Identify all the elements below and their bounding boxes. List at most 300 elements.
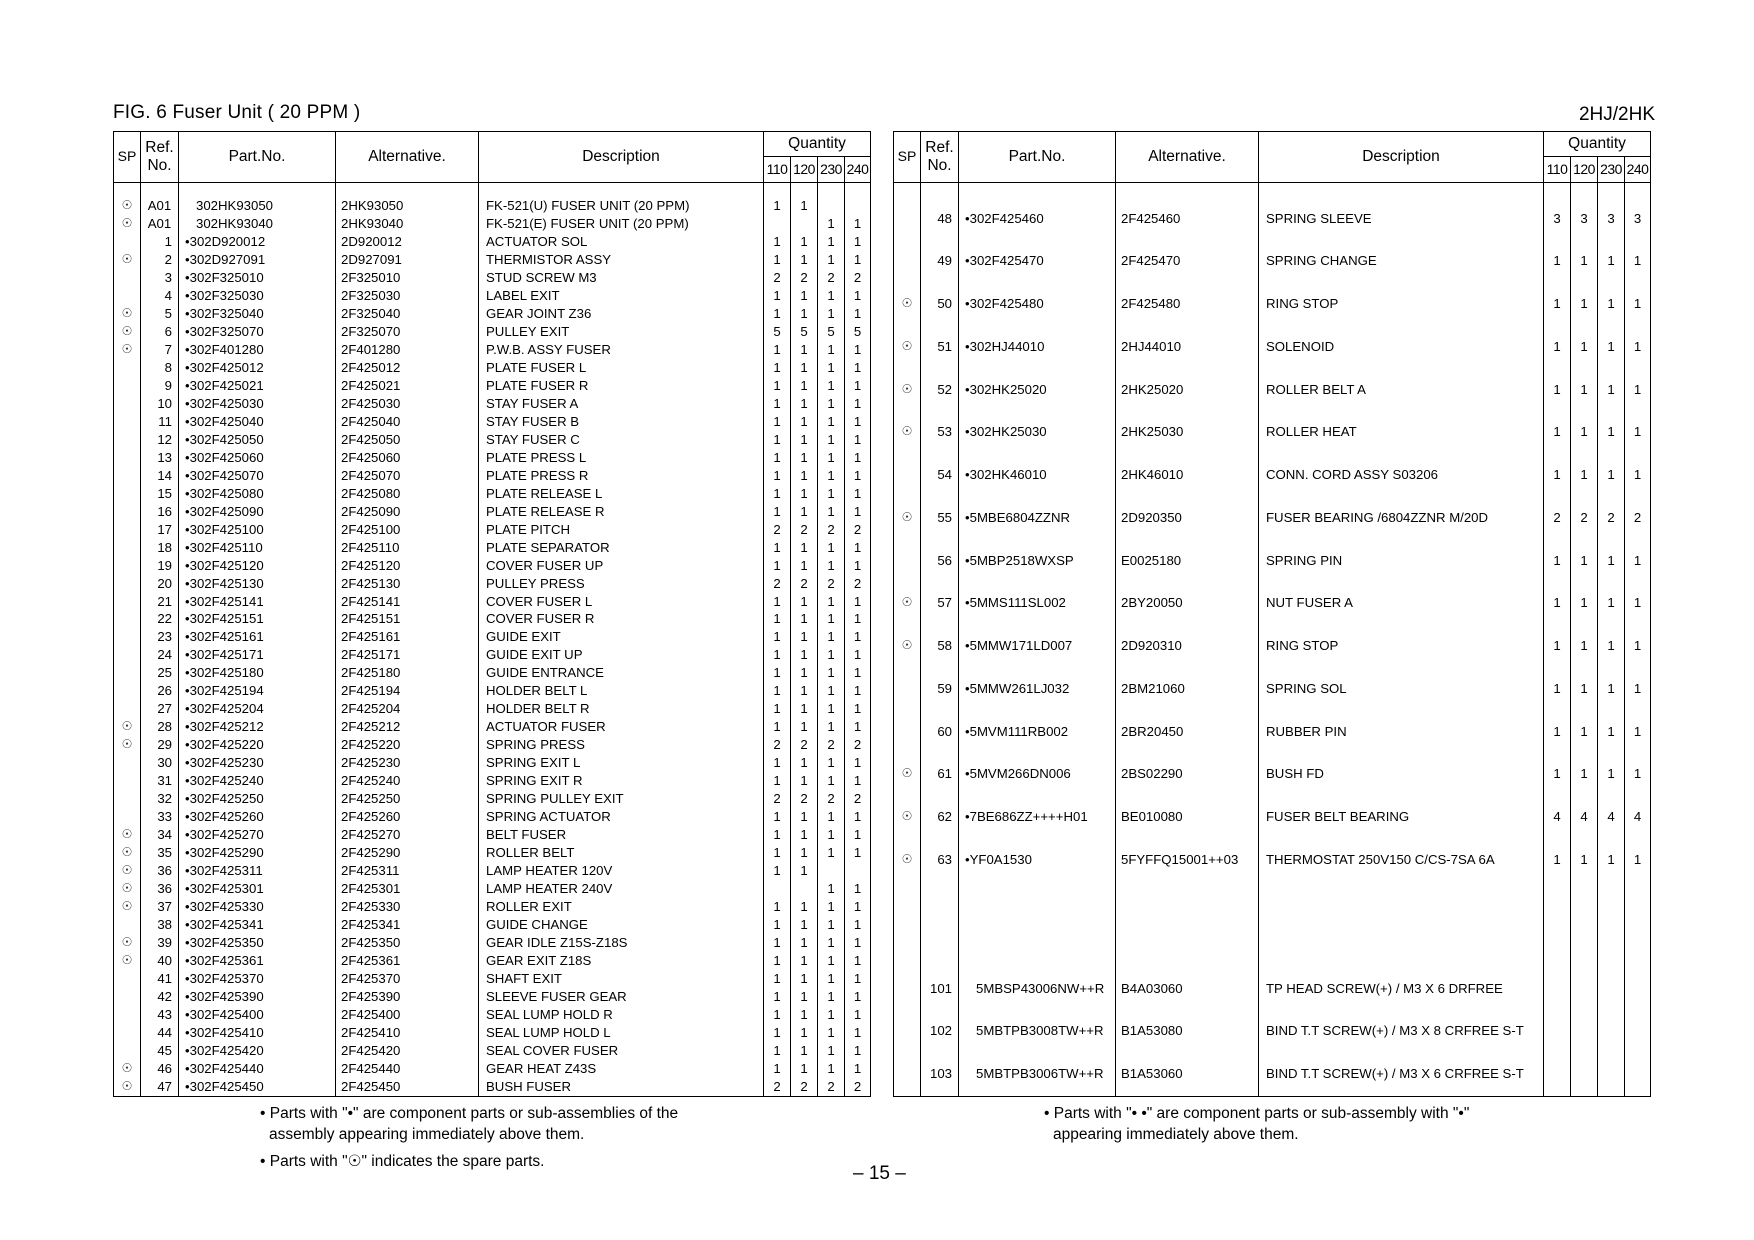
quantity-q240: 1 [845, 646, 871, 664]
description: SOLENOID [1259, 325, 1544, 368]
description: GUIDE ENTRANCE [479, 664, 764, 682]
quantity-q240: 1 [845, 538, 871, 556]
quantity-q240: 1 [1625, 625, 1651, 668]
table-row [894, 325, 1651, 368]
part-number: •302F425470 [959, 240, 1116, 283]
alternative-number: 2HK25020 [1116, 368, 1259, 411]
quantity-q120: 1 [791, 952, 818, 970]
ref-no: 18 [141, 538, 179, 556]
table-row [114, 269, 871, 287]
description: SPRING CHANGE [1259, 240, 1544, 283]
alternative-number: 2F425480 [1116, 283, 1259, 326]
description: SPRING EXIT R [479, 772, 764, 790]
table-row [114, 646, 871, 664]
table-row [114, 467, 871, 485]
quantity-q230: 1 [1598, 838, 1625, 881]
col-q110-header: 110 [764, 157, 791, 183]
description: GEAR IDLE Z15S-Z18S [479, 934, 764, 952]
description: COVER FUSER R [479, 610, 764, 628]
quantity-q230: 1 [818, 377, 845, 395]
table-row [114, 826, 871, 844]
quantity-q120: 1 [791, 1024, 818, 1042]
spare-part-icon [114, 377, 141, 395]
spare-part-icon: ☉ [894, 325, 921, 368]
ref-no: 49 [921, 240, 959, 283]
alternative-number: 2F425361 [336, 952, 479, 970]
spare-part-icon [114, 413, 141, 431]
quantity-q120: 1 [791, 916, 818, 934]
spare-part-icon [894, 539, 921, 582]
ref-no: 47 [141, 1077, 179, 1095]
quantity-q110: 2 [764, 520, 791, 538]
alternative-number: 2HK46010 [1116, 454, 1259, 497]
alternative-number: 2F425400 [336, 1006, 479, 1024]
part-number: •302F425012 [179, 359, 336, 377]
alternative-number: 2F325040 [336, 305, 479, 323]
quantity-q240 [845, 862, 871, 880]
part-number: •302F425301 [179, 880, 336, 898]
quantity-q230: 1 [818, 1060, 845, 1078]
quantity-q120: 1 [791, 413, 818, 431]
col-ref-header: Ref. No. [921, 132, 959, 183]
quantity-q230: 1 [818, 754, 845, 772]
quantity-q240: 1 [845, 952, 871, 970]
quantity-q110: 1 [764, 395, 791, 413]
spare-part-icon: ☉ [894, 496, 921, 539]
quantity-q110: 1 [764, 844, 791, 862]
table-row [114, 1060, 871, 1078]
quantity-q230: 1 [818, 718, 845, 736]
quantity-q230: 2 [818, 790, 845, 808]
quantity-q120: 1 [791, 826, 818, 844]
quantity-q120: 1 [1571, 753, 1598, 796]
col-q110-header: 110 [1544, 157, 1571, 183]
spare-part-icon [114, 467, 141, 485]
quantity-q240: 1 [1625, 539, 1651, 582]
spare-part-icon [114, 754, 141, 772]
quantity-q110: 1 [1544, 411, 1571, 454]
quantity-q230: 2 [818, 269, 845, 287]
alternative-number: 2F425410 [336, 1024, 479, 1042]
alternative-number: 2D920012 [336, 233, 479, 251]
quantity-q240: 1 [845, 287, 871, 305]
quantity-q110 [1544, 1053, 1571, 1096]
quantity-q120: 1 [791, 377, 818, 395]
part-number: •5MBE6804ZZNR [959, 496, 1116, 539]
quantity-q110: 1 [764, 377, 791, 395]
alternative-number: 2F325070 [336, 323, 479, 341]
description: BIND T.T SCREW(+) / M3 X 6 CRFREE S-T [1259, 1053, 1544, 1096]
quantity-q240: 4 [1625, 796, 1651, 839]
alternative-number: 5FYFFQ15001++03 [1116, 838, 1259, 881]
quantity-q110: 2 [764, 1077, 791, 1095]
table-row [114, 772, 871, 790]
quantity-q120: 1 [791, 628, 818, 646]
quantity-q240: 1 [845, 1042, 871, 1060]
description: GUIDE CHANGE [479, 916, 764, 934]
ref-no: 37 [141, 898, 179, 916]
spare-part-icon [114, 485, 141, 503]
description: FUSER BEARING /6804ZZNR M/20D [1259, 496, 1544, 539]
quantity-q120: 1 [791, 646, 818, 664]
ref-no: 43 [141, 1006, 179, 1024]
ref-no: 57 [921, 582, 959, 625]
table-row [114, 305, 871, 323]
spare-part-icon [114, 682, 141, 700]
quantity-q240: 1 [845, 808, 871, 826]
quantity-q230: 1 [818, 287, 845, 305]
quantity-q240 [1625, 1053, 1651, 1096]
ref-no: 30 [141, 754, 179, 772]
table-row [114, 556, 871, 574]
part-number: •302F425212 [179, 718, 336, 736]
ref-no: 29 [141, 736, 179, 754]
description: PLATE SEPARATOR [479, 538, 764, 556]
quantity-q230: 2 [1598, 496, 1625, 539]
description: ACTUATOR SOL [479, 233, 764, 251]
quantity-q230: 2 [818, 520, 845, 538]
description: GEAR EXIT Z18S [479, 952, 764, 970]
quantity-q120: 1 [791, 1006, 818, 1024]
part-number: •302F325030 [179, 287, 336, 305]
quantity-q120: 2 [791, 520, 818, 538]
ref-no: 103 [921, 1053, 959, 1096]
ref-no: 32 [141, 790, 179, 808]
quantity-q240: 1 [1625, 582, 1651, 625]
spare-part-icon: ☉ [114, 215, 141, 233]
part-number: •302F425110 [179, 538, 336, 556]
description: SPRING PULLEY EXIT [479, 790, 764, 808]
quantity-q110 [764, 215, 791, 233]
table-row [114, 790, 871, 808]
ref-no: 51 [921, 325, 959, 368]
quantity-q230: 1 [818, 664, 845, 682]
ref-no: 36 [141, 880, 179, 898]
alternative-number: 2F425141 [336, 592, 479, 610]
quantity-q120: 1 [791, 467, 818, 485]
alternative-number: 2F425370 [336, 970, 479, 988]
description: PULLEY EXIT [479, 323, 764, 341]
description: ROLLER EXIT [479, 898, 764, 916]
ref-no: 59 [921, 667, 959, 710]
quantity-q230: 1 [818, 431, 845, 449]
description: RUBBER PIN [1259, 710, 1544, 753]
alternative-number: 2F425420 [336, 1042, 479, 1060]
description: PLATE RELEASE R [479, 502, 764, 520]
description: COVER FUSER UP [479, 556, 764, 574]
col-quantity-header: Quantity [764, 132, 871, 157]
part-number: •302F425021 [179, 377, 336, 395]
alternative-number: 2BS02290 [1116, 753, 1259, 796]
quantity-q240: 1 [845, 395, 871, 413]
quantity-q110: 1 [1544, 368, 1571, 411]
description: HOLDER BELT R [479, 700, 764, 718]
ref-no: 14 [141, 467, 179, 485]
quantity-q120 [1571, 1010, 1598, 1053]
col-ref-header: Ref. No. [141, 132, 179, 183]
quantity-q240: 1 [1625, 667, 1651, 710]
description: COVER FUSER L [479, 592, 764, 610]
spare-part-icon [114, 359, 141, 377]
ref-no: 19 [141, 556, 179, 574]
alternative-number: 2HK25030 [1116, 411, 1259, 454]
part-number: •302F425330 [179, 898, 336, 916]
quantity-q110: 1 [764, 538, 791, 556]
table-row [114, 1006, 871, 1024]
spare-part-icon [114, 431, 141, 449]
part-number: •302F425400 [179, 1006, 336, 1024]
description: NUT FUSER A [1259, 582, 1544, 625]
quantity-q110: 1 [1544, 710, 1571, 753]
quantity-q110 [764, 880, 791, 898]
quantity-q240: 1 [845, 305, 871, 323]
table-row [894, 796, 1651, 839]
quantity-q120: 1 [791, 359, 818, 377]
description: SPRING SOL [1259, 667, 1544, 710]
ref-no: 35 [141, 844, 179, 862]
spare-part-icon [114, 233, 141, 251]
table-row [894, 283, 1651, 326]
table-row [114, 682, 871, 700]
quantity-q110: 2 [1544, 496, 1571, 539]
quantity-q120: 1 [1571, 667, 1598, 710]
description: RING STOP [1259, 625, 1544, 668]
quantity-q230: 1 [818, 592, 845, 610]
quantity-q230: 1 [818, 826, 845, 844]
spare-part-icon: ☉ [114, 718, 141, 736]
ref-no: 13 [141, 449, 179, 467]
alternative-number: 2BR20450 [1116, 710, 1259, 753]
alternative-number: 2F425080 [336, 485, 479, 503]
quantity-q230: 5 [818, 323, 845, 341]
quantity-q230: 1 [818, 646, 845, 664]
quantity-q240: 1 [845, 377, 871, 395]
quantity-q120: 1 [791, 988, 818, 1006]
quantity-q230: 1 [818, 808, 845, 826]
table-row [894, 753, 1651, 796]
description: SPRING EXIT L [479, 754, 764, 772]
ref-no: 27 [141, 700, 179, 718]
alternative-number: 2F425301 [336, 880, 479, 898]
table-row [114, 538, 871, 556]
table-row [114, 988, 871, 1006]
spare-part-icon [114, 538, 141, 556]
quantity-q240: 1 [845, 233, 871, 251]
spare-part-icon: ☉ [114, 305, 141, 323]
model-code: 2HJ/2HK [1578, 104, 1655, 125]
quantity-q240: 1 [845, 449, 871, 467]
quantity-q120: 1 [791, 502, 818, 520]
description: ROLLER BELT [479, 844, 764, 862]
part-number: 302HK93050 [179, 197, 336, 215]
quantity-q120: 1 [791, 287, 818, 305]
ref-no: 44 [141, 1024, 179, 1042]
description: GEAR HEAT Z43S [479, 1060, 764, 1078]
quantity-q120: 1 [1571, 368, 1598, 411]
col-alternative-header: Alternative. [1116, 132, 1259, 183]
quantity-q110: 1 [764, 700, 791, 718]
ref-no: 28 [141, 718, 179, 736]
description: SEAL LUMP HOLD L [479, 1024, 764, 1042]
spare-part-icon: ☉ [114, 323, 141, 341]
spare-part-icon: ☉ [114, 862, 141, 880]
part-number: •302F425171 [179, 646, 336, 664]
quantity-q110: 2 [764, 574, 791, 592]
quantity-q110: 1 [764, 916, 791, 934]
spare-part-icon [114, 700, 141, 718]
spare-part-icon [114, 556, 141, 574]
part-number: •302HK25030 [959, 411, 1116, 454]
alternative-number: 2F325030 [336, 287, 479, 305]
description: PLATE FUSER L [479, 359, 764, 377]
quantity-q240: 1 [845, 1024, 871, 1042]
alternative-number: 2F425330 [336, 898, 479, 916]
quantity-q110: 1 [1544, 283, 1571, 326]
quantity-q110: 1 [764, 682, 791, 700]
ref-no: A01 [141, 197, 179, 215]
ref-no: 20 [141, 574, 179, 592]
quantity-q240: 2 [845, 520, 871, 538]
quantity-q110: 1 [764, 970, 791, 988]
table-row [894, 240, 1651, 283]
table-row [114, 1024, 871, 1042]
spare-part-icon: ☉ [114, 197, 141, 215]
quantity-q110: 1 [764, 287, 791, 305]
description: ROLLER HEAT [1259, 411, 1544, 454]
quantity-q240: 1 [845, 664, 871, 682]
quantity-q240: 1 [1625, 753, 1651, 796]
quantity-q240: 1 [845, 880, 871, 898]
part-number: •302F425240 [179, 772, 336, 790]
quantity-q240 [1625, 1010, 1651, 1053]
quantity-q230: 1 [1598, 411, 1625, 454]
alternative-number: 2BY20050 [1116, 582, 1259, 625]
quantity-q240: 1 [845, 359, 871, 377]
quantity-q240: 1 [845, 341, 871, 359]
note-spare-parts: • Parts with "☉" indicates the spare parts. [260, 1153, 545, 1170]
quantity-q120: 1 [791, 197, 818, 215]
table-row [114, 197, 871, 215]
spare-part-icon [894, 967, 921, 1010]
quantity-q240: 1 [845, 467, 871, 485]
table-row [894, 710, 1651, 753]
alternative-number: 2D920310 [1116, 625, 1259, 668]
spare-part-icon [114, 970, 141, 988]
part-number: •5MMW171LD007 [959, 625, 1116, 668]
spare-part-icon: ☉ [894, 838, 921, 881]
quantity-q120: 2 [791, 269, 818, 287]
part-number: •7BE686ZZ++++H01 [959, 796, 1116, 839]
spare-part-icon [894, 1010, 921, 1053]
table-row [114, 862, 871, 880]
description: P.W.B. ASSY FUSER [479, 341, 764, 359]
quantity-q110: 1 [764, 610, 791, 628]
quantity-q230: 4 [1598, 796, 1625, 839]
ref-no: 3 [141, 269, 179, 287]
table-row [894, 838, 1651, 881]
table-row [114, 1077, 871, 1095]
quantity-q120: 3 [1571, 197, 1598, 240]
ref-no: 22 [141, 610, 179, 628]
quantity-q240: 2 [1625, 496, 1651, 539]
quantity-q230: 1 [818, 1042, 845, 1060]
quantity-q240: 1 [845, 556, 871, 574]
quantity-q120: 1 [791, 592, 818, 610]
col-q120-header: 120 [791, 157, 818, 183]
description: THERMISTOR ASSY [479, 251, 764, 269]
part-number: 302HK93040 [179, 215, 336, 233]
quantity-q110: 1 [764, 431, 791, 449]
quantity-q120: 1 [791, 395, 818, 413]
quantity-q230: 1 [818, 233, 845, 251]
table-row [114, 970, 871, 988]
quantity-q110: 1 [764, 197, 791, 215]
quantity-q230: 1 [818, 467, 845, 485]
quantity-q240: 1 [1625, 325, 1651, 368]
description: FK-521(E) FUSER UNIT (20 PPM) [479, 215, 764, 233]
quantity-q230 [1598, 1053, 1625, 1096]
ref-no: 52 [921, 368, 959, 411]
quantity-q240: 2 [845, 736, 871, 754]
alternative-number: 2F425070 [336, 467, 479, 485]
alternative-number: 2F425040 [336, 413, 479, 431]
quantity-q230: 1 [818, 916, 845, 934]
quantity-q230: 1 [818, 215, 845, 233]
quantity-q110: 1 [1544, 582, 1571, 625]
alternative-number: 2F425341 [336, 916, 479, 934]
part-number: •302F425090 [179, 502, 336, 520]
ref-no: 25 [141, 664, 179, 682]
quantity-q230: 1 [1598, 539, 1625, 582]
quantity-q120: 1 [791, 610, 818, 628]
table-row [894, 368, 1651, 411]
quantity-q120: 1 [1571, 539, 1598, 582]
alternative-number: B1A53080 [1116, 1010, 1259, 1053]
description: SEAL COVER FUSER [479, 1042, 764, 1060]
spare-part-icon: ☉ [114, 934, 141, 952]
part-number: •302F401280 [179, 341, 336, 359]
alternative-number: 2F425220 [336, 736, 479, 754]
quantity-q240: 2 [845, 790, 871, 808]
alternative-number: 2F425440 [336, 1060, 479, 1078]
quantity-q230: 1 [818, 610, 845, 628]
quantity-q120: 1 [791, 808, 818, 826]
quantity-q110: 1 [764, 413, 791, 431]
alternative-number: 2F425120 [336, 556, 479, 574]
part-number: •302HK25020 [959, 368, 1116, 411]
part-number: •302HK46010 [959, 454, 1116, 497]
quantity-q240: 1 [845, 772, 871, 790]
part-number: •302F425220 [179, 736, 336, 754]
spare-part-icon [894, 454, 921, 497]
part-number: •302F425194 [179, 682, 336, 700]
part-number: •302F425460 [959, 197, 1116, 240]
quantity-q120: 1 [1571, 582, 1598, 625]
spare-part-icon [894, 710, 921, 753]
table-row [114, 574, 871, 592]
row-spacer [894, 183, 1651, 198]
col-q120-header: 120 [1571, 157, 1598, 183]
quantity-q230: 1 [1598, 625, 1625, 668]
quantity-q110: 1 [764, 251, 791, 269]
ref-no: 11 [141, 413, 179, 431]
quantity-q110: 2 [764, 790, 791, 808]
quantity-q120: 1 [791, 251, 818, 269]
table-row [114, 233, 871, 251]
spare-part-icon: ☉ [894, 283, 921, 326]
quantity-q240: 1 [845, 898, 871, 916]
quantity-q230: 1 [1598, 240, 1625, 283]
